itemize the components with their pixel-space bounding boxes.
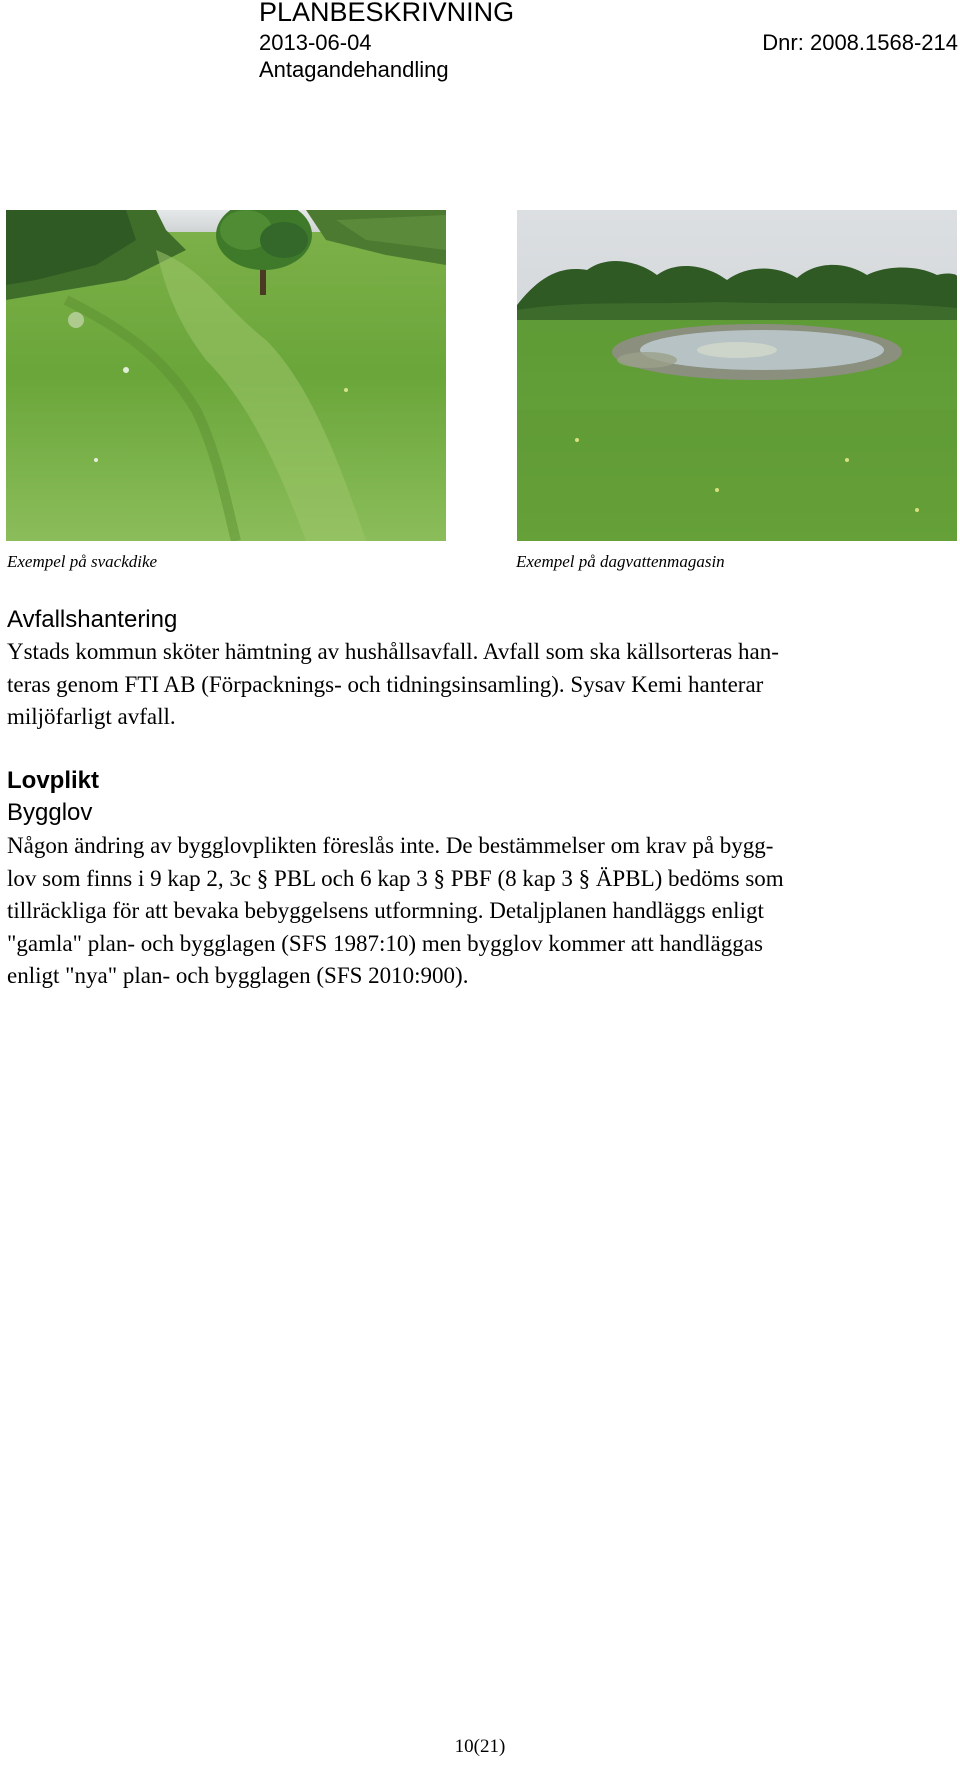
document-date: 2013-06-04 <box>259 30 372 55</box>
figure-caption-pond: Exempel på dagvattenmagasin <box>516 552 725 571</box>
paragraph-line: teras genom FTI AB (Förpacknings- och tidningsinsamling). Sysav Kemi hanterar <box>7 671 764 697</box>
pond-photo <box>517 210 957 541</box>
permit-paragraph <box>7 830 957 993</box>
section-heading-permit: Lovplikt <box>7 767 100 794</box>
paragraph-line: Ystads kommun sköter hämtning av hushållsavfall. Avfall som ska källsorteras han- <box>7 639 779 664</box>
paragraph-line: lov som finns i 9 kap 2, 3c § PBL och 6 kap 3 § PBF (8 kap 3 § ÄPBL) bedöms som <box>7 865 784 891</box>
paragraph-line: miljöfarligt avfall. <box>7 704 176 729</box>
document-status: Antagandehandling <box>259 57 449 82</box>
waste-paragraph <box>7 636 957 734</box>
figure-caption-swale: Exempel på svackdike <box>7 552 158 571</box>
paragraph-line: Någon ändring av bygglovplikten föreslås inte. De bestämmelser om krav på bygg- <box>7 833 774 858</box>
document-reference-number: Dnr: 2008.1568-214 <box>762 30 958 55</box>
subheading-building-permit: Bygglov <box>7 799 93 826</box>
page-number: 10(21) <box>454 1736 506 1757</box>
paragraph-line: "gamla" plan- och bygglagen (SFS 1987:10) men bygglov kommer att handläggas <box>7 930 763 956</box>
document-title: PLANBESKRIVNING <box>259 0 515 27</box>
section-heading-waste: Avfallshantering <box>7 606 178 633</box>
swale-photo <box>6 210 446 541</box>
paragraph-line: enligt "nya" plan- och bygglagen (SFS 2010:900). <box>7 963 469 988</box>
paragraph-line: tillräckliga för att bevaka bebyggelsens utformning. Detaljplanen handläggs enligt <box>7 898 764 923</box>
